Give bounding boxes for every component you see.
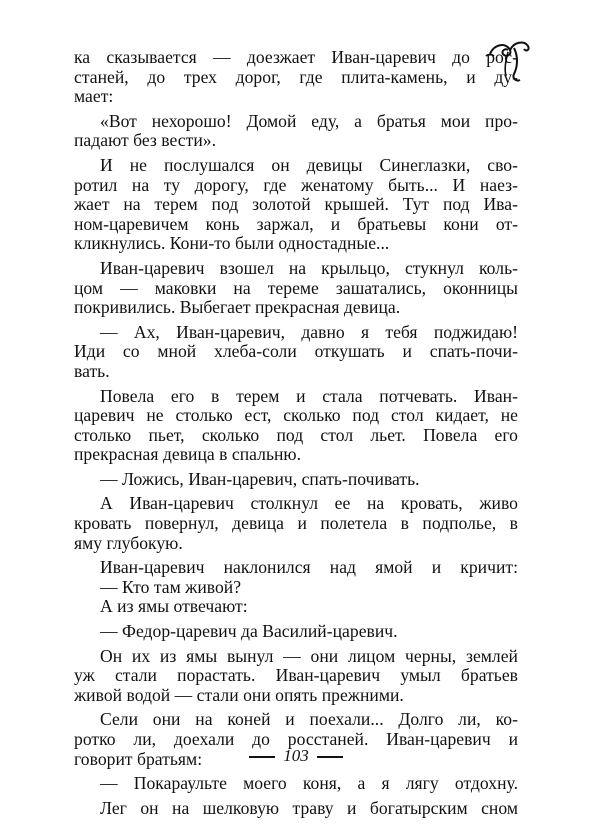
text-line: кликнулись. Кони-то были одностадные... (74, 233, 390, 254)
text-line: говорит братьям: (74, 748, 203, 769)
text-line: «Вот нехорошо! Домой еду, а братья мои про- (100, 110, 518, 131)
text-line: — Кто там живой? (100, 576, 242, 597)
text-line: покривились. Выбегает прекрасная девица. (74, 297, 401, 318)
text-line: ротил на ту дорогу, где женатому быть... И наез- (74, 174, 518, 195)
folio-dash-right (317, 756, 343, 758)
text-line: уж стали порастать. Иван-царевич умыл братьев (74, 665, 518, 686)
text-line: — Ложись, Иван-царевич, спать-почивать. (100, 468, 420, 489)
text-line: яму глубокую. (74, 532, 183, 553)
text-line: — Федор-царевич да Василий-царевич. (100, 621, 398, 642)
text-line: ка сказывается — доезжает Иван-царевич до рос- (74, 47, 518, 67)
page-number (74, 746, 518, 766)
text-line: Иван-царевич наклонился над ямой и кричит: (100, 557, 518, 578)
text-line: И не послушался он девицы Синеглазки, сво- (100, 154, 518, 175)
text-line: Иди со мной хлеба-соли откушать и спать-почи- (74, 341, 518, 362)
text-line: живой водой — стали они опять прежними. (74, 684, 404, 705)
text-line: Иван-царевич взошел на крыльцо, стукнул коль- (100, 257, 518, 278)
text-line: А из ямы отвечают: (100, 596, 248, 617)
text-line: — Покараульте моего коня, а я лягу отдохну. (100, 773, 518, 794)
text-line: мает: (74, 86, 114, 107)
folio-dash-left (249, 756, 275, 758)
text-line: кровать повернул, девица и полетела в подполье, в (74, 513, 518, 534)
text-line: царевич не столько ест, сколько под стол кидает, не (74, 405, 518, 426)
book-page (74, 48, 518, 828)
text-line: А Иван-царевич столкнул ее на кровать, живо (100, 493, 518, 514)
text-line: станей, до трех дорог, где плита-камень, и ду- (74, 66, 518, 87)
text-line: ном-царевичем конь заржал, и братьевы кони от- (74, 213, 518, 234)
text-line: Повела его в терем и стала потчевать. Иван- (100, 385, 518, 406)
text-line: жает на терем под золотой крышей. Тут под Ива- (74, 194, 518, 215)
page-number-value: 103 (283, 746, 309, 765)
page-text (74, 48, 518, 818)
text-line: ротко ли, доехали до росстаней. Иван-царевич и (74, 729, 518, 749)
text-line: прекрасная девица в спальню. (74, 444, 302, 465)
text-line: Лег он на шелковую траву и богатырским сном (100, 797, 518, 818)
text-line: Сели они на коней и поехали... Долго ли, ко- (100, 709, 518, 730)
text-line: цом — маковки на тереме зашатались, оконницы (74, 277, 518, 298)
text-line: Он их из ямы вынул — они лицом черны, землей (100, 645, 518, 666)
text-line: — Ах, Иван-царевич, давно я тебя поджидаю! (100, 321, 518, 342)
text-line: вать. (74, 360, 110, 381)
text-line: столько пьет, сколько под стол льет. Повела его (74, 424, 518, 445)
text-line: падают без вести». (74, 130, 216, 151)
